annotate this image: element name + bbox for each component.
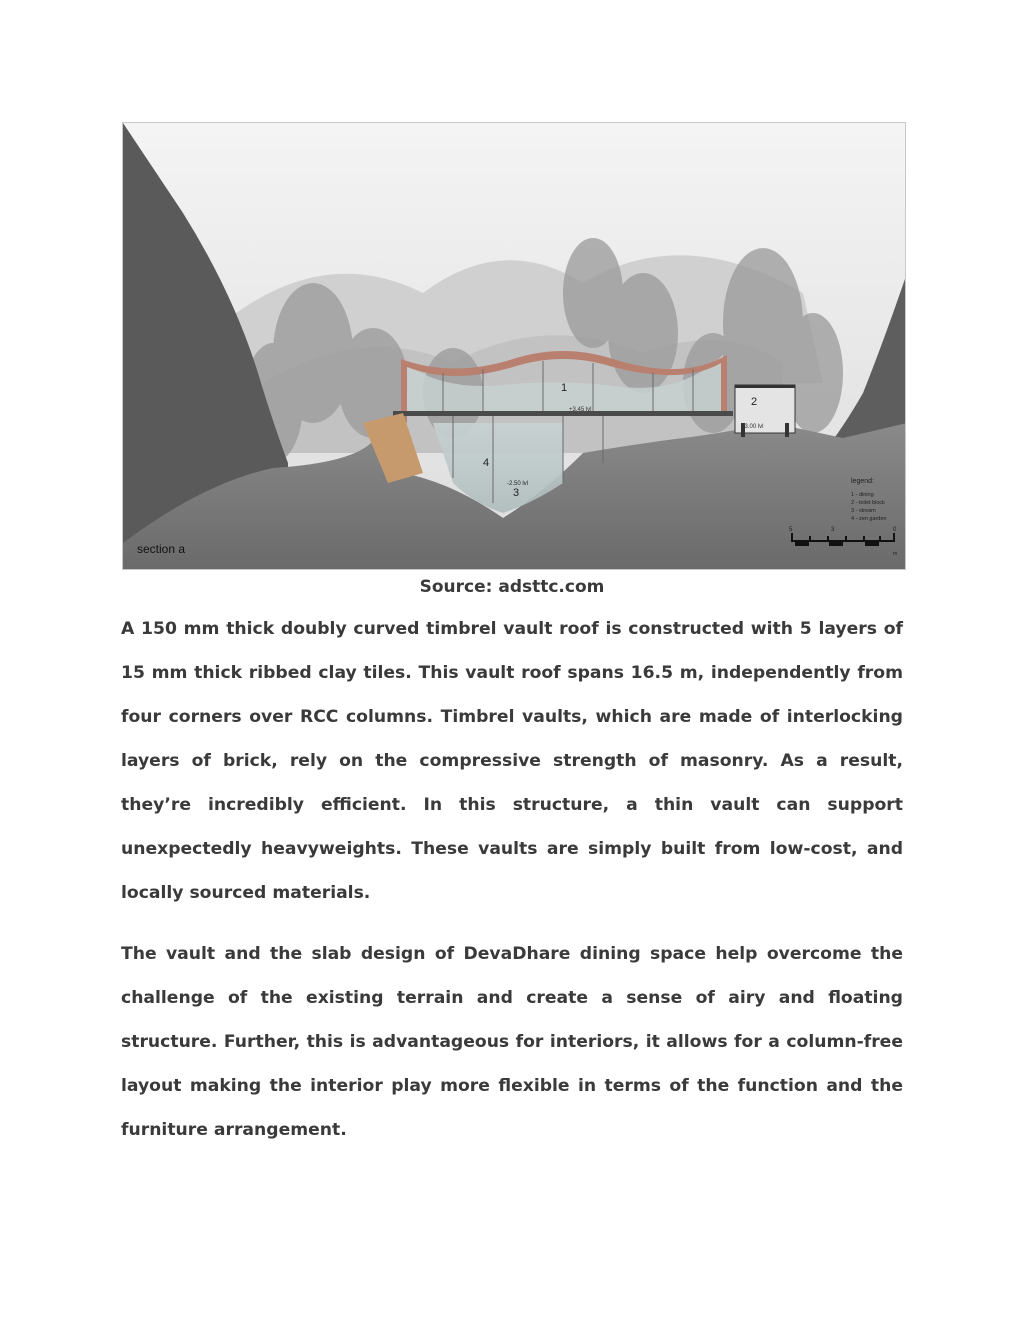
scale-tick-label: 3 [831, 527, 835, 533]
legend-item: 2 - toilet block [851, 500, 885, 506]
level-label-dining: +3.45 lvl [569, 407, 592, 413]
scale-tick-label: 0 [893, 527, 897, 533]
space-label-3: 3 [513, 487, 520, 499]
level-label-stream: -2.50 lvl [507, 481, 529, 487]
scale-unit: m [893, 551, 898, 557]
section-label: section a [137, 542, 186, 556]
space-label-2: 2 [751, 396, 758, 408]
image-caption: Source: adsttc.com [419, 577, 605, 597]
legend-item: 4 - zen garden [851, 516, 887, 522]
scale-tick-label: 5 [789, 527, 793, 533]
section-drawing [123, 123, 906, 570]
section-drawing-image [122, 122, 906, 570]
space-label-4: 4 [483, 457, 490, 469]
space-label-1: 1 [561, 382, 568, 394]
legend-title: legend: [851, 478, 874, 485]
level-label-toilet: +3.00 lvl [741, 424, 764, 430]
legend-item: 3 - stream [851, 508, 876, 514]
paragraph-slab-design: The vault and the slab design of DevaDhare dining space help overcome the challenge of the existing terrain and create a sense of airy and floating structure. Further, this is advantageous for interiors, it allows for a column-free layout making the interior play more flexible in terms of the function and the furniture arrangement. [121, 944, 903, 1140]
paragraph-vault-roof: A 150 mm thick doubly curved timbrel vault roof is constructed with 5 layers of 15 mm thick ribbed clay tiles. This vault roof spans 16.5 m, independently from four corners over RCC columns. Timbrel vaults, which are made of interlocking layers of brick, rely on the compressive strength of masonry. As a result, they’re incredibly efficient. In this structure, a thin vault can support unexpectedly heavyweights. These vaults are simply built from low-cost, and locally sourced materials. [121, 619, 903, 903]
floor-slab [393, 411, 733, 416]
legend-item: 1 - dining [851, 492, 874, 498]
